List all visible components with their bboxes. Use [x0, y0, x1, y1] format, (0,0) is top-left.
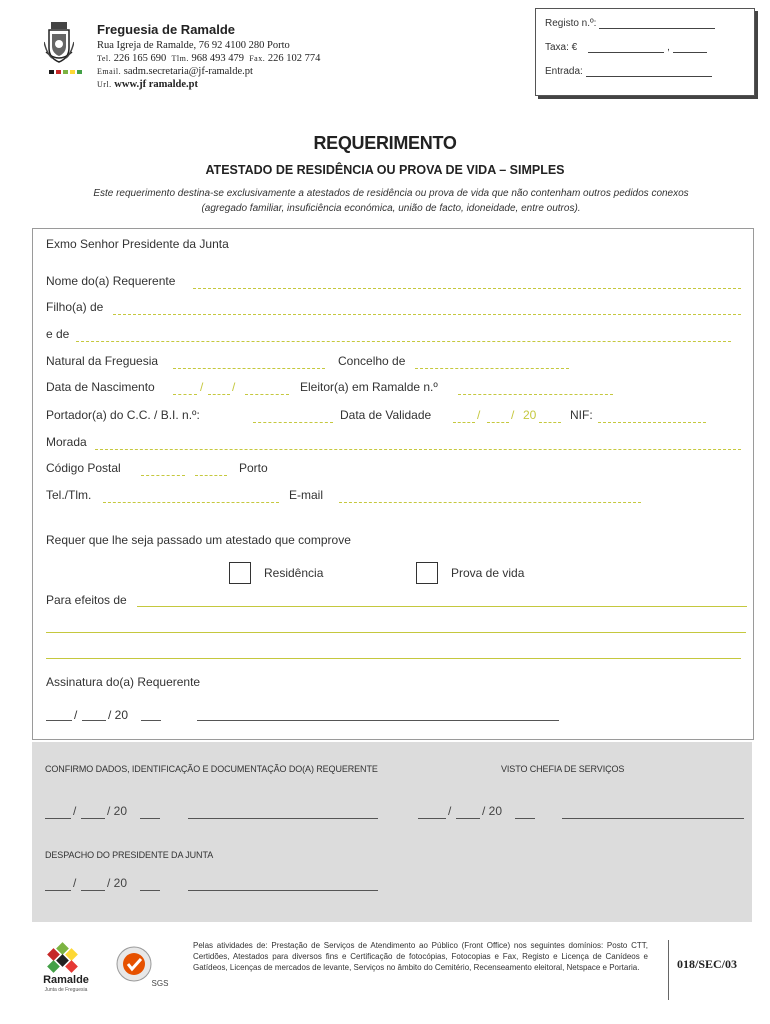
- visto-month-field[interactable]: [456, 818, 480, 819]
- validade-label: Data de Validade: [340, 408, 432, 422]
- codigo-field-1[interactable]: [141, 475, 185, 476]
- eleitor-field[interactable]: [458, 394, 613, 395]
- nascimento-label: Data de Nascimento: [46, 380, 155, 394]
- eleitor-label: Eleitor(a) em Ramalde n.º: [300, 380, 438, 394]
- taxa-euros-field[interactable]: [588, 52, 664, 53]
- visto-label: VISTO CHEFIA DE SERVIÇOS: [501, 764, 625, 774]
- efeitos-label: Para efeitos de: [46, 593, 127, 607]
- natural-field[interactable]: [173, 368, 325, 369]
- email-line: Email. sadm.secretaria@jf-ramalde.pt: [97, 66, 253, 77]
- visto-day-field[interactable]: [418, 818, 446, 819]
- confirmo-signature-field[interactable]: [188, 818, 378, 819]
- page-title: REQUERIMENTO: [313, 133, 457, 153]
- despacho-label: DESPACHO DO PRESIDENTE DA JUNTA: [45, 850, 214, 860]
- document-code: 018/SEC/03: [677, 957, 738, 971]
- morada-label: Morada: [46, 435, 87, 449]
- assinatura-label: Assinatura do(a) Requerente: [46, 675, 201, 689]
- sgs-certification-icon: [112, 940, 172, 992]
- intro-text: Este requerimento destina-se exclusivamente a atestados de residência ou prova de vida que não contenham outros pedidos conexos (agregado familiar, insuficiência económica, união de facto, idoneidade, entre outros).: [93, 188, 689, 214]
- filho-label: Filho(a) de: [46, 300, 104, 314]
- portador-label: Portador(a) do C.C. / B.I. n.º:: [46, 408, 200, 422]
- address: Rua Igreja de Ramalde, 76 92 4100 280 Porto: [97, 40, 290, 51]
- assinatura-signature-field[interactable]: [197, 720, 559, 721]
- efeitos-field-2[interactable]: [46, 632, 746, 633]
- concelho-label: Concelho de: [338, 354, 406, 368]
- nascimento-sep: /: [232, 380, 236, 394]
- nome-label: Nome do(a) Requerente: [46, 274, 176, 288]
- registo-field[interactable]: [599, 28, 715, 29]
- date-sep: /: [73, 876, 77, 890]
- salutation: Exmo Senhor Presidente da Junta: [46, 237, 229, 251]
- morada-field[interactable]: [95, 449, 741, 450]
- phone-line: Tel. 226 165 690 Tlm. 968 493 479 Fax. 226 102 774: [97, 53, 321, 64]
- nif-field[interactable]: [598, 422, 706, 423]
- email-label: E-mail: [289, 488, 324, 502]
- email-field[interactable]: [339, 502, 641, 503]
- porto-label: Porto: [239, 461, 268, 475]
- assinatura-day-field[interactable]: [46, 720, 72, 721]
- tel-label: Tel./Tlm.: [46, 488, 92, 502]
- efeitos-field-1[interactable]: [137, 606, 747, 607]
- coat-of-arms-icon: [44, 22, 74, 68]
- despacho-month-field[interactable]: [81, 890, 105, 891]
- footer-logo-text: Ramalde: [43, 974, 89, 986]
- org-name: Freguesia de Ramalde: [97, 22, 235, 37]
- nascimento-day-field[interactable]: [173, 394, 197, 395]
- footer-text: Pelas atividades de: Prestação de Serviços de Atendimento ao Público (Front Office) nos seguintes domínios: Posto CTT, Certidões, Atestados para diversos fins e Certificação de fotocópias, Fotocopias e Fax, Registo e Licença de Canídeos e Gatídeos, Licenças de mercados de levante, Serviços no âmbito do Cemitério, Recenseamento eleitoral, Netspace e Portaria.: [193, 941, 648, 972]
- date-sep: /: [73, 804, 77, 818]
- despacho-day-field[interactable]: [45, 890, 71, 891]
- despacho-signature-field[interactable]: [188, 890, 378, 891]
- residencia-checkbox[interactable]: [229, 562, 251, 584]
- date-sep: / 20: [482, 804, 503, 818]
- assinatura-date-sep: /: [74, 708, 78, 722]
- confirmo-month-field[interactable]: [81, 818, 105, 819]
- assinatura-month-field[interactable]: [82, 720, 106, 721]
- validade-sep: /: [511, 408, 515, 422]
- despacho-year-field[interactable]: [140, 890, 160, 891]
- tel-field[interactable]: [103, 502, 279, 503]
- taxa-cents-field[interactable]: [673, 52, 707, 53]
- nascimento-month-field[interactable]: [208, 394, 230, 395]
- e-de-field[interactable]: [76, 341, 731, 342]
- contact-block: [97, 39, 320, 91]
- page-subtitle: ATESTADO DE RESIDÊNCIA OU PROVA DE VIDA – SIMPLES: [205, 163, 565, 177]
- residencia-label: Residência: [264, 566, 324, 580]
- efeitos-field-3[interactable]: [46, 658, 741, 659]
- nascimento-sep: /: [200, 380, 204, 394]
- footer-divider: [668, 940, 669, 1000]
- date-sep: / 20: [107, 876, 128, 890]
- nif-label: NIF:: [570, 408, 593, 422]
- prova-de-vida-checkbox[interactable]: [416, 562, 438, 584]
- date-sep: / 20: [107, 804, 128, 818]
- url-line: Url. www.jf ramalde.pt: [97, 79, 198, 90]
- footer-logo-sub: Junta de Freguesia: [44, 987, 88, 993]
- filho-field[interactable]: [113, 314, 741, 315]
- visto-signature-field[interactable]: [562, 818, 744, 819]
- registo-row: Registo n.º:: [545, 18, 715, 29]
- visto-year-field[interactable]: [515, 818, 535, 819]
- request-form: [32, 228, 754, 740]
- natural-label: Natural da Freguesia: [46, 354, 159, 368]
- prova-de-vida-label: Prova de vida: [451, 566, 525, 580]
- entrada-row: Entrada:: [545, 66, 712, 77]
- validade-year-field[interactable]: [539, 422, 561, 423]
- codigo-field-2[interactable]: [195, 475, 227, 476]
- concelho-field[interactable]: [415, 368, 569, 369]
- requer-label: Requer que lhe seja passado um atestado que comprove: [46, 533, 351, 547]
- color-strip: [49, 70, 82, 74]
- official-use-section: [32, 742, 752, 922]
- assinatura-date-sep: / 20: [108, 708, 129, 722]
- validade-sep: /: [477, 408, 481, 422]
- confirmo-day-field[interactable]: [45, 818, 71, 819]
- sgs-label: SGS: [151, 979, 169, 988]
- entrada-field[interactable]: [586, 76, 712, 77]
- confirmo-year-field[interactable]: [140, 818, 160, 819]
- validade-year-prefix: 20: [523, 408, 537, 422]
- taxa-row: Taxa: € ,: [545, 42, 707, 53]
- nascimento-year-field[interactable]: [245, 394, 289, 395]
- nome-field[interactable]: [193, 288, 741, 289]
- portador-field[interactable]: [253, 422, 333, 423]
- e-de-label: e de: [46, 327, 70, 341]
- validade-month-field[interactable]: [487, 422, 509, 423]
- date-sep: /: [448, 804, 452, 818]
- registo-box: [535, 8, 755, 96]
- validade-day-field[interactable]: [453, 422, 475, 423]
- codigo-label: Código Postal: [46, 461, 121, 475]
- assinatura-year-field[interactable]: [141, 720, 161, 721]
- confirmo-label: CONFIRMO DADOS, IDENTIFICAÇÃO E DOCUMENTAÇÃO DO(A) REQUERENTE: [45, 764, 378, 774]
